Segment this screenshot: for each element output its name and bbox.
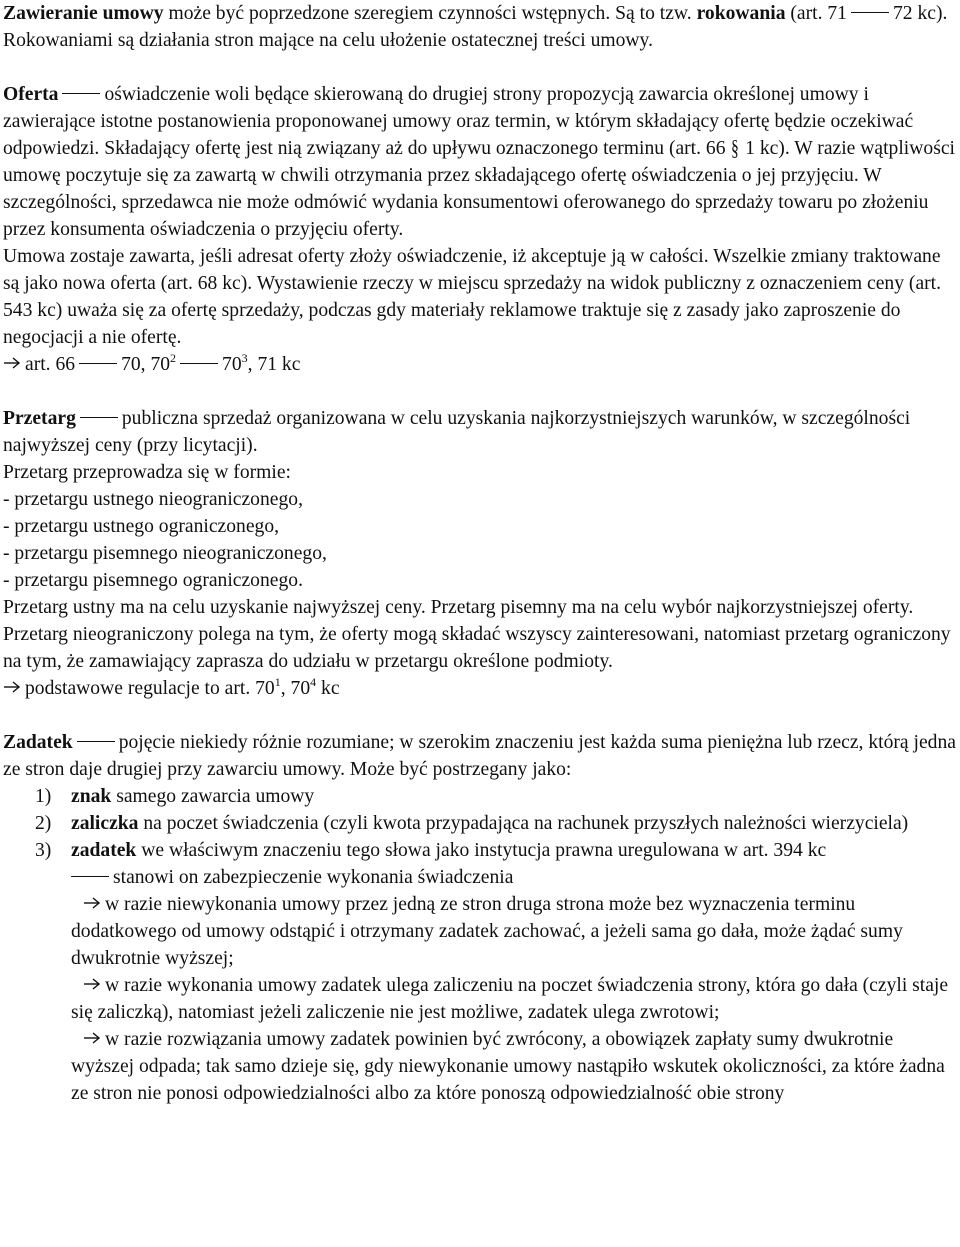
- list-item: - przetargu ustnego nieograniczonego,: [3, 489, 303, 510]
- text: pojęcie niekiedy różnie rozumiane; w szerokim znaczeniu jest każda suma pieniężna lub rzecz, którą jedna ze stron daje drugiej przy zawarciu umowy. Może być postrzegany jako:: [3, 732, 956, 780]
- arrow-right-icon: [3, 357, 21, 369]
- text: oświadczenie woli będące skierowaną do drugiej strony propozycją zawarcia określonej umowy i zawierające istotne postanowienia proponowanej umowy oraz termin, w którym składający ofertę będzie oczekiwać odpowiedzi. Składający ofertę jest nią związany aż do upływu oznaczonego terminu (art. 66: [3, 84, 914, 159]
- text: 70: [222, 354, 242, 375]
- term-zaliczka: zaliczka: [71, 813, 139, 834]
- reference-oferta-articles: [3, 351, 956, 378]
- term-zadatek-proper: zadatek: [71, 840, 137, 861]
- item-number: 3): [35, 840, 52, 861]
- term-zawieranie-umowy: Zawieranie umowy: [3, 3, 164, 24]
- text: stanowi on zabezpieczenie wykonania świadczenia: [113, 867, 514, 888]
- em-dash: [80, 417, 118, 418]
- reference-przetarg-articles: [3, 675, 956, 702]
- sub-item-niewykonanie: [3, 891, 956, 972]
- text: w razie rozwiązania umowy zadatek powinien być zwrócony, a obowiązek zapłaty sumy dwukrotnie wyższej odpada; tak samo dzieje się, gdy niewykonanie umowy nastąpiło wskutek okoliczności, za które żadna ze stron nie ponosi odpowiedzialności albo za które ponoszą odpowiedzialność obie strony: [71, 1029, 945, 1104]
- list-item: - przetargu ustnego ograniczonego,: [3, 516, 280, 537]
- list-item: - przetargu pisemnego nieograniczonego,: [3, 543, 327, 564]
- text: podstawowe regulacje to art. 70: [25, 678, 275, 699]
- superscript: 2: [170, 351, 177, 365]
- arrow-right-icon: [83, 1032, 101, 1044]
- paragraph-przetarg: [3, 405, 956, 459]
- term-oferta: Oferta: [3, 84, 59, 105]
- em-dash: [851, 12, 889, 13]
- numbered-item-znak: [3, 783, 956, 810]
- text: samego zawarcia umowy: [111, 786, 315, 807]
- arrow-right-icon: [83, 897, 101, 909]
- text: 70, 70: [121, 354, 171, 375]
- sub-item-rozwiazanie: [3, 1026, 956, 1107]
- text: na poczet świadczenia (czyli kwota przypadająca na rachunek przyszłych należności wierzyciela): [138, 813, 909, 834]
- item-number: 2): [35, 813, 52, 834]
- em-dash: [62, 93, 100, 94]
- text: publiczna sprzedaż organizowana w celu uzyskania najkorzystniejszych warunków, w szczególności najwyższej ceny (przy licytacji).: [3, 408, 911, 456]
- list-item: - przetargu pisemnego ograniczonego.: [3, 570, 303, 591]
- term-rokowania: rokowania: [696, 3, 786, 24]
- text: we właściwym znaczeniu tego słowa jako instytucja prawna uregulowana w art. 394 kc: [136, 840, 827, 861]
- em-dash: [77, 741, 115, 742]
- spacer: [3, 702, 956, 729]
- paragraph-przetarg-ustny: Przetarg ustny ma na celu uzyskanie najwyższej ceny. Przetarg pisemny ma na celu wybór najkorzystniejszej oferty.: [3, 597, 914, 618]
- text: art. 66: [25, 354, 76, 375]
- text: w razie niewykonania umowy przez jedną ze stron druga strona może bez wyznaczenia terminu dodatkowego od umowy odstąpić i otrzymany zadatek zachować, a jeżeli sama go dała, może żądać sumy dwukrotnie wyższej;: [71, 894, 903, 969]
- numbered-item-zadatek: [3, 837, 956, 864]
- item-number: 1): [35, 786, 52, 807]
- text: , 71 kc: [247, 354, 301, 375]
- text: może być poprzedzone szeregiem czynności wstępnych. Są to tzw.: [163, 3, 697, 24]
- arrow-right-icon: [3, 681, 21, 693]
- paragraph-zadatek: [3, 729, 956, 783]
- numbered-item-zaliczka: [3, 810, 956, 837]
- term-przetarg: Przetarg: [3, 408, 76, 429]
- arrow-right-icon: [83, 978, 101, 990]
- em-dash: [79, 363, 117, 364]
- paragraph-przetarg-nieograniczony: Przetarg nieograniczony polega na tym, że oferty mogą składać wszyscy zainteresowani, natomiast przetarg ograniczony na tym, że zamawiający zaprasza do udziału w przetargu określone podmioty.: [3, 624, 951, 672]
- sub-item-wykonanie: [3, 972, 956, 1026]
- superscript: 1: [274, 675, 281, 689]
- spacer: [3, 54, 956, 81]
- paragraph-umowa-zawarta: Umowa zostaje zawarta, jeśli adresat oferty złoży oświadczenie, iż akceptuje ją w całości. Wszelkie zmiany traktowane są jako nowa oferta (art. 68 kc). Wystawienie rzeczy w miejscu sprzedaży na widok publiczny z oznaczeniem ceny (art. 543 kc) uważa się za ofertę sprzedaży, podczas gdy materiały reklamowe traktuje się z zasady jako zaproszenie do negocjacji a nie ofertę.: [3, 246, 942, 348]
- spacer: [3, 378, 956, 405]
- superscript: 4: [310, 675, 317, 689]
- text: 72 kc). Rokowaniami są działania stron mające na celu ułożenie ostatecznej treści umowy.: [3, 3, 948, 51]
- paragraph-przetarg-formy: Przetarg przeprowadza się w formie:: [3, 462, 291, 483]
- em-dash: [180, 363, 218, 364]
- paragraph-zawieranie-umowy: [3, 0, 956, 54]
- text: , 70: [280, 678, 311, 699]
- superscript: 3: [241, 351, 248, 365]
- term-zadatek: Zadatek: [3, 732, 73, 753]
- term-znak: znak: [71, 786, 112, 807]
- em-dash: [71, 876, 109, 877]
- text: (art. 71: [785, 3, 847, 24]
- text: 1 kc). W razie wątpliwości umowę poczytuje się za zawartą w chwili otrzymania przez składającego ofertę oświadczenia o jej przyjęciu. W szczególności, sprzedawca nie może odmówić wydania konsumentowi oferowanego do sprzedaży towaru po złożeniu przez konsumenta oświadczenia o przyjęciu oferty.: [3, 138, 955, 240]
- text: kc: [316, 678, 340, 699]
- zadatek-continuation: [3, 864, 956, 891]
- section-sign: §: [731, 136, 740, 161]
- text: w razie wykonania umowy zadatek ulega zaliczeniu na poczet świadczenia strony, która go dała (czyli staje się zaliczką), natomiast jeżeli zaliczenie nie jest możliwe, zadatek ulega zwrotowi;: [71, 975, 949, 1023]
- paragraph-oferta: [3, 81, 956, 243]
